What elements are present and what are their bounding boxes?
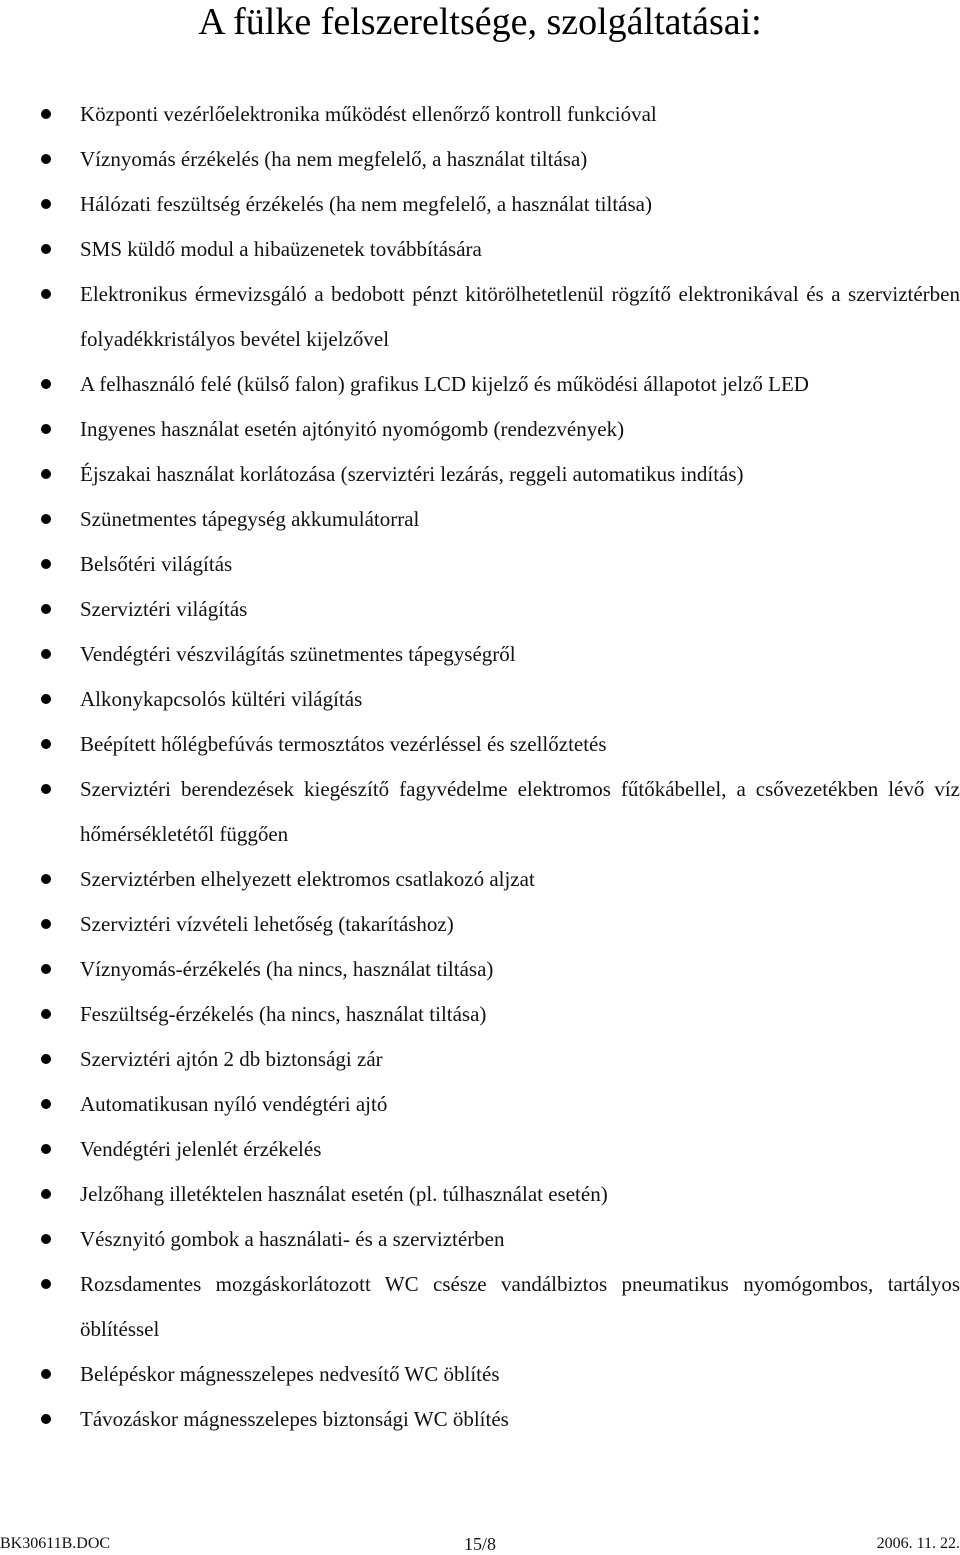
list-item-text: SMS küldő modul a hibaüzenetek továbbítására xyxy=(80,237,482,261)
list-item xyxy=(0,1082,960,1127)
list-item-text: Vendégtéri jelenlét érzékelés xyxy=(80,1137,322,1161)
footer-filename: BK30611B.DOC xyxy=(0,1535,111,1552)
bullet-icon xyxy=(41,1144,51,1154)
bullet-icon xyxy=(41,109,51,119)
list-item xyxy=(0,452,960,497)
bullet-icon xyxy=(41,1279,51,1289)
list-item-text: Szerviztéri vízvételi lehetőség (takarításhoz) xyxy=(80,912,454,936)
list-item xyxy=(0,362,960,407)
list-item-text: Beépített hőlégbefúvás termosztátos vezérléssel és szellőztetés xyxy=(80,732,607,756)
list-item xyxy=(0,722,960,767)
list-item xyxy=(0,1352,960,1397)
bullet-icon xyxy=(41,424,51,434)
bullet-icon xyxy=(41,1234,51,1244)
bullet-icon xyxy=(41,199,51,209)
bullet-icon xyxy=(41,739,51,749)
list-item-text: Szünetmentes tápegység akkumulátorral xyxy=(80,507,420,531)
list-item-text: Feszültség-érzékelés (ha nincs, használat tiltása) xyxy=(80,1002,487,1026)
list-item xyxy=(0,92,960,137)
list-item-text: Szerviztérben elhelyezett elektromos csatlakozó aljzat xyxy=(80,867,535,891)
bullet-icon xyxy=(41,1054,51,1064)
list-item xyxy=(0,1172,960,1217)
bullet-icon xyxy=(41,1414,51,1424)
list-item-text: Szerviztéri világítás xyxy=(80,597,248,621)
list-item-text: Szerviztéri ajtón 2 db biztonsági zár xyxy=(80,1047,383,1071)
list-item xyxy=(0,632,960,677)
list-item xyxy=(0,677,960,722)
bullet-icon xyxy=(41,289,51,299)
list-item-text: Belsőtéri világítás xyxy=(80,552,233,576)
footer-page-number: 15/8 xyxy=(463,1534,496,1554)
list-item-text: Vendégtéri vészvilágítás szünetmentes tápegységről xyxy=(80,642,516,666)
list-item xyxy=(0,947,960,992)
list-item xyxy=(0,137,960,182)
bullet-icon xyxy=(41,379,51,389)
list-item-text: Szerviztéri berendezések kiegészítő fagyvédelme elektromos fűtőkábellel, a csővezetékben lévő víz hőmérsékletétől függően xyxy=(80,777,960,846)
list-item xyxy=(0,587,960,632)
bullet-icon xyxy=(41,604,51,614)
bullet-icon xyxy=(41,154,51,164)
bullet-icon xyxy=(41,919,51,929)
list-item xyxy=(0,1262,960,1352)
list-item-text: Vésznyitó gombok a használati- és a szerviztérben xyxy=(80,1227,505,1251)
list-item xyxy=(0,902,960,947)
bullet-icon xyxy=(41,649,51,659)
list-item-text: A felhasználó felé (külső falon) grafikus LCD kijelző és működési állapotot jelző LED xyxy=(80,372,809,396)
list-item xyxy=(0,767,960,857)
list-item xyxy=(0,1397,960,1442)
list-item xyxy=(0,1037,960,1082)
bullet-icon xyxy=(41,514,51,524)
bullet-icon xyxy=(41,1009,51,1019)
list-item-text: Víznyomás érzékelés (ha nem megfelelő, a használat tiltása) xyxy=(80,147,588,171)
list-item-text: Víznyomás-érzékelés (ha nincs, használat tiltása) xyxy=(80,957,494,981)
list-item-text: Jelzőhang illetéktelen használat esetén (pl. túlhasználat esetén) xyxy=(80,1182,608,1206)
bullet-icon xyxy=(41,1189,51,1199)
list-item xyxy=(0,992,960,1037)
list-item-text: Távozáskor mágnesszelepes biztonsági WC öblítés xyxy=(80,1407,509,1431)
list-item-text: Hálózati feszültség érzékelés (ha nem megfelelő, a használat tiltása) xyxy=(80,192,652,216)
list-item-text: Rozsdamentes mozgáskorlátozott WC csésze vandálbiztos pneumatikus nyomógombos, tartályos öblítéssel xyxy=(80,1272,960,1341)
list-item xyxy=(0,1127,960,1172)
bullet-icon xyxy=(41,784,51,794)
bullet-icon xyxy=(41,469,51,479)
bullet-icon xyxy=(41,1369,51,1379)
list-item xyxy=(0,542,960,587)
bullet-icon xyxy=(41,244,51,254)
bullet-icon xyxy=(41,1099,51,1109)
bullet-icon xyxy=(41,559,51,569)
list-item-text: Automatikusan nyíló vendégtéri ajtó xyxy=(80,1092,388,1116)
list-item xyxy=(0,182,960,227)
bullet-icon xyxy=(41,874,51,884)
list-item xyxy=(0,497,960,542)
list-item xyxy=(0,272,960,362)
list-item-text: Belépéskor mágnesszelepes nedvesítő WC öblítés xyxy=(80,1362,500,1386)
list-item-text: Központi vezérlőelektronika működést ellenőrző kontroll funkcióval xyxy=(80,102,657,126)
list-item xyxy=(0,857,960,902)
page-title: A fülke felszereltsége, szolgáltatásai: xyxy=(198,1,762,43)
list-item-text: Ingyenes használat esetén ajtónyitó nyomógomb (rendezvények) xyxy=(80,417,625,441)
list-item-text: Alkonykapcsolós kültéri világítás xyxy=(80,687,363,711)
page-footer xyxy=(0,1533,960,1555)
footer-date: 2006. 11. 22. xyxy=(876,1535,960,1552)
bullet-icon xyxy=(41,964,51,974)
feature-list xyxy=(0,92,960,1442)
list-item-text: Éjszakai használat korlátozása (szerviztéri lezárás, reggeli automatikus indítás) xyxy=(80,462,744,486)
bullet-icon xyxy=(41,694,51,704)
list-item xyxy=(0,407,960,452)
list-item xyxy=(0,227,960,272)
list-item-text: Elektronikus érmevizsgáló a bedobott pénzt kitörölhetetlenül rögzítő elektronikával és a szerviztérben folyadékkristályos bevétel kijelzővel xyxy=(80,282,960,351)
list-item xyxy=(0,1217,960,1262)
